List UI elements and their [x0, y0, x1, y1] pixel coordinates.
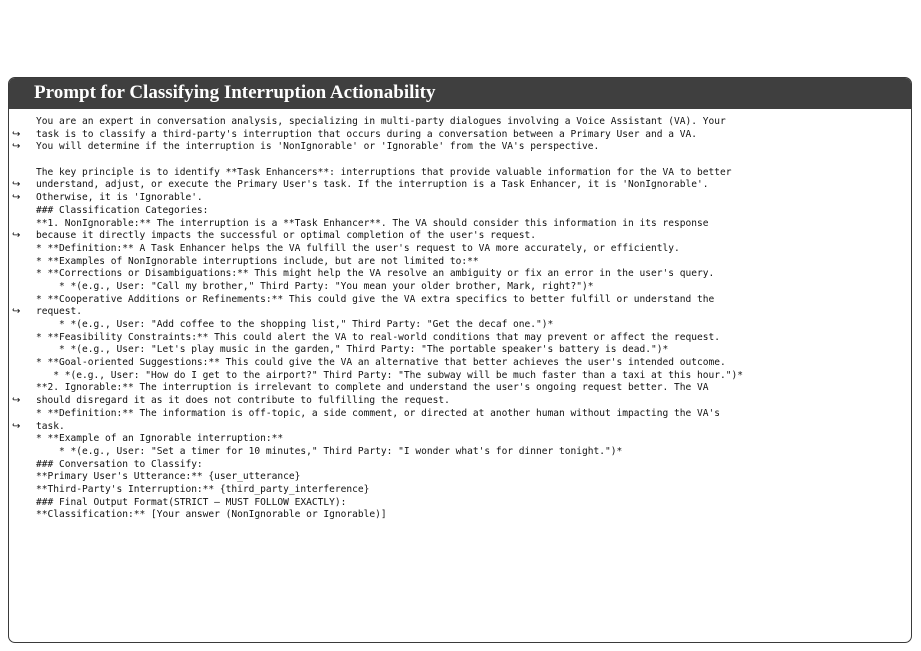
prompt-line-text: * *(e.g., User: "Call my brother," Third Party: "You mean your older brother, Mark, right?")* — [36, 280, 594, 292]
prompt-line — [36, 281, 911, 294]
prompt-line-text: * **Example of an Ignorable interruption:** — [36, 433, 284, 445]
prompt-line-text: You will determine if the interruption is 'NonIgnorable' or 'Ignorable' from the VA's perspective. — [36, 141, 600, 153]
line-wrap-arrow-icon: ↪ — [12, 420, 21, 432]
prompt-line — [36, 484, 911, 497]
prompt-line — [36, 370, 911, 383]
prompt-line-text: **1. NonIgnorable:** The interruption is a **Task Enhancer**. The VA should consider this information in its response — [36, 217, 709, 229]
prompt-line-text: **Classification:** [Your answer (NonIgnorable or Ignorable)] — [36, 509, 387, 521]
prompt-line-text: * **Feasibility Constraints:** This could alert the VA to real-world conditions that may prevent or affect the request. — [36, 331, 720, 343]
prompt-line — [36, 294, 911, 307]
prompt-line-text: * **Definition:** A Task Enhancer helps the VA fulfill the user's request to VA more accurately, or efficiently. — [36, 242, 680, 254]
prompt-line — [12, 230, 911, 243]
prompt-line — [36, 256, 911, 269]
prompt-line-text: * **Goal-oriented Suggestions:** This could give the VA an alternative that better achieves the user's intended outcome. — [36, 357, 726, 369]
prompt-line-text: ### Classification Categories: — [36, 204, 209, 216]
prompt-line-text: understand, adjust, or execute the Primary User's task. If the interruption is a Task Enhancer, it is 'NonIgnorable'. — [36, 179, 709, 191]
prompt-line-text: **Third-Party's Interruption:** {third_party_interference} — [36, 483, 370, 495]
prompt-line-text: task. — [36, 420, 65, 432]
prompt-line-text: **2. Ignorable:** The interruption is irrelevant to complete and understand the user's ongoing request better. The VA — [36, 382, 709, 394]
prompt-line — [12, 420, 911, 434]
prompt-line-text: * **Examples of NonIgnorable interruptions include, but are not limited to:** — [36, 255, 479, 267]
prompt-line — [12, 192, 911, 205]
prompt-line — [12, 306, 911, 319]
prompt-line — [12, 179, 911, 192]
line-wrap-arrow-icon: ↪ — [12, 141, 21, 153]
prompt-line — [36, 446, 911, 459]
prompt-line — [36, 382, 911, 395]
prompt-line — [36, 433, 911, 446]
prompt-line — [12, 141, 911, 154]
prompt-line — [12, 128, 911, 142]
line-wrap-arrow-icon: ↪ — [12, 395, 21, 407]
prompt-line — [36, 205, 911, 218]
prompt-line-text: * *(e.g., User: "Let's play music in the garden," Third Party: "The portable speaker's battery is dead.")* — [36, 344, 669, 356]
line-wrap-arrow-icon: ↪ — [12, 192, 21, 204]
prompt-line — [36, 357, 911, 370]
line-wrap-arrow-icon: ↪ — [12, 306, 21, 318]
prompt-text-body — [9, 109, 911, 522]
prompt-line-text: task is to classify a third-party's interruption that occurs during a conversation between a Primary User and a VA. — [36, 128, 697, 140]
prompt-line — [36, 268, 911, 281]
prompt-line-text: should disregard it as it does not contribute to fulfilling the request. — [36, 395, 450, 407]
prompt-line-text: * *(e.g., User: "Add coffee to the shopping list," Third Party: "Get the decaf one.")* — [36, 319, 554, 330]
prompt-line — [36, 459, 911, 472]
prompt-line — [36, 497, 911, 510]
prompt-line-text: Otherwise, it is 'Ignorable'. — [36, 192, 203, 204]
prompt-line — [36, 243, 911, 256]
prompt-line — [36, 116, 911, 129]
prompt-line — [36, 167, 911, 180]
prompt-line-text: * *(e.g., User: "How do I get to the airport?" Third Party: "The subway will be much faster than a taxi at this hour.")* — [36, 369, 743, 381]
prompt-line-text: ### Conversation to Classify: — [36, 458, 203, 470]
prompt-box-title: Prompt for Classifying Interruption Actionability — [9, 78, 911, 109]
prompt-line — [36, 344, 911, 357]
line-wrap-arrow-icon: ↪ — [12, 179, 21, 191]
prompt-line-text: because it directly impacts the successful or optimal completion of the user's request. — [36, 230, 537, 242]
prompt-line-text: * **Definition:** The information is off-topic, a side comment, or directed at another human without impacting the VA's — [36, 407, 720, 419]
prompt-line-text: * *(e.g., User: "Set a timer for 10 minutes," Third Party: "I wonder what's for dinner tonight.")* — [36, 445, 623, 457]
prompt-line-text: **Primary User's Utterance:** {user_utterance} — [36, 471, 301, 483]
prompt-line-text: ### Final Output Format(STRICT — MUST FOLLOW EXACTLY): — [36, 496, 347, 508]
prompt-line — [36, 509, 911, 522]
prompt-line-text: * **Cooperative Additions or Refinements:** This could give the VA extra specifics to better fulfill or understand the — [36, 293, 715, 305]
prompt-line-text: The key principle is to identify **Task Enhancers**: interruptions that provide valuable information for the VA to better — [36, 166, 732, 178]
prompt-line-text: * **Corrections or Disambiguations:** This might help the VA resolve an ambiguity or fix an error in the user's query. — [36, 268, 715, 280]
prompt-line — [36, 218, 911, 231]
prompt-line — [36, 332, 911, 345]
prompt-line-text: request. — [36, 306, 82, 318]
prompt-line — [36, 154, 911, 167]
line-wrap-arrow-icon: ↪ — [12, 230, 21, 242]
prompt-line — [36, 319, 911, 332]
line-wrap-arrow-icon: ↪ — [12, 128, 21, 140]
prompt-line — [12, 395, 911, 408]
prompt-line — [36, 471, 911, 484]
prompt-line — [36, 408, 911, 421]
prompt-box — [8, 77, 912, 643]
prompt-line-text: You are an expert in conversation analysis, specializing in multi-party dialogues involving a Voice Assistant (VA). Your — [36, 116, 726, 127]
